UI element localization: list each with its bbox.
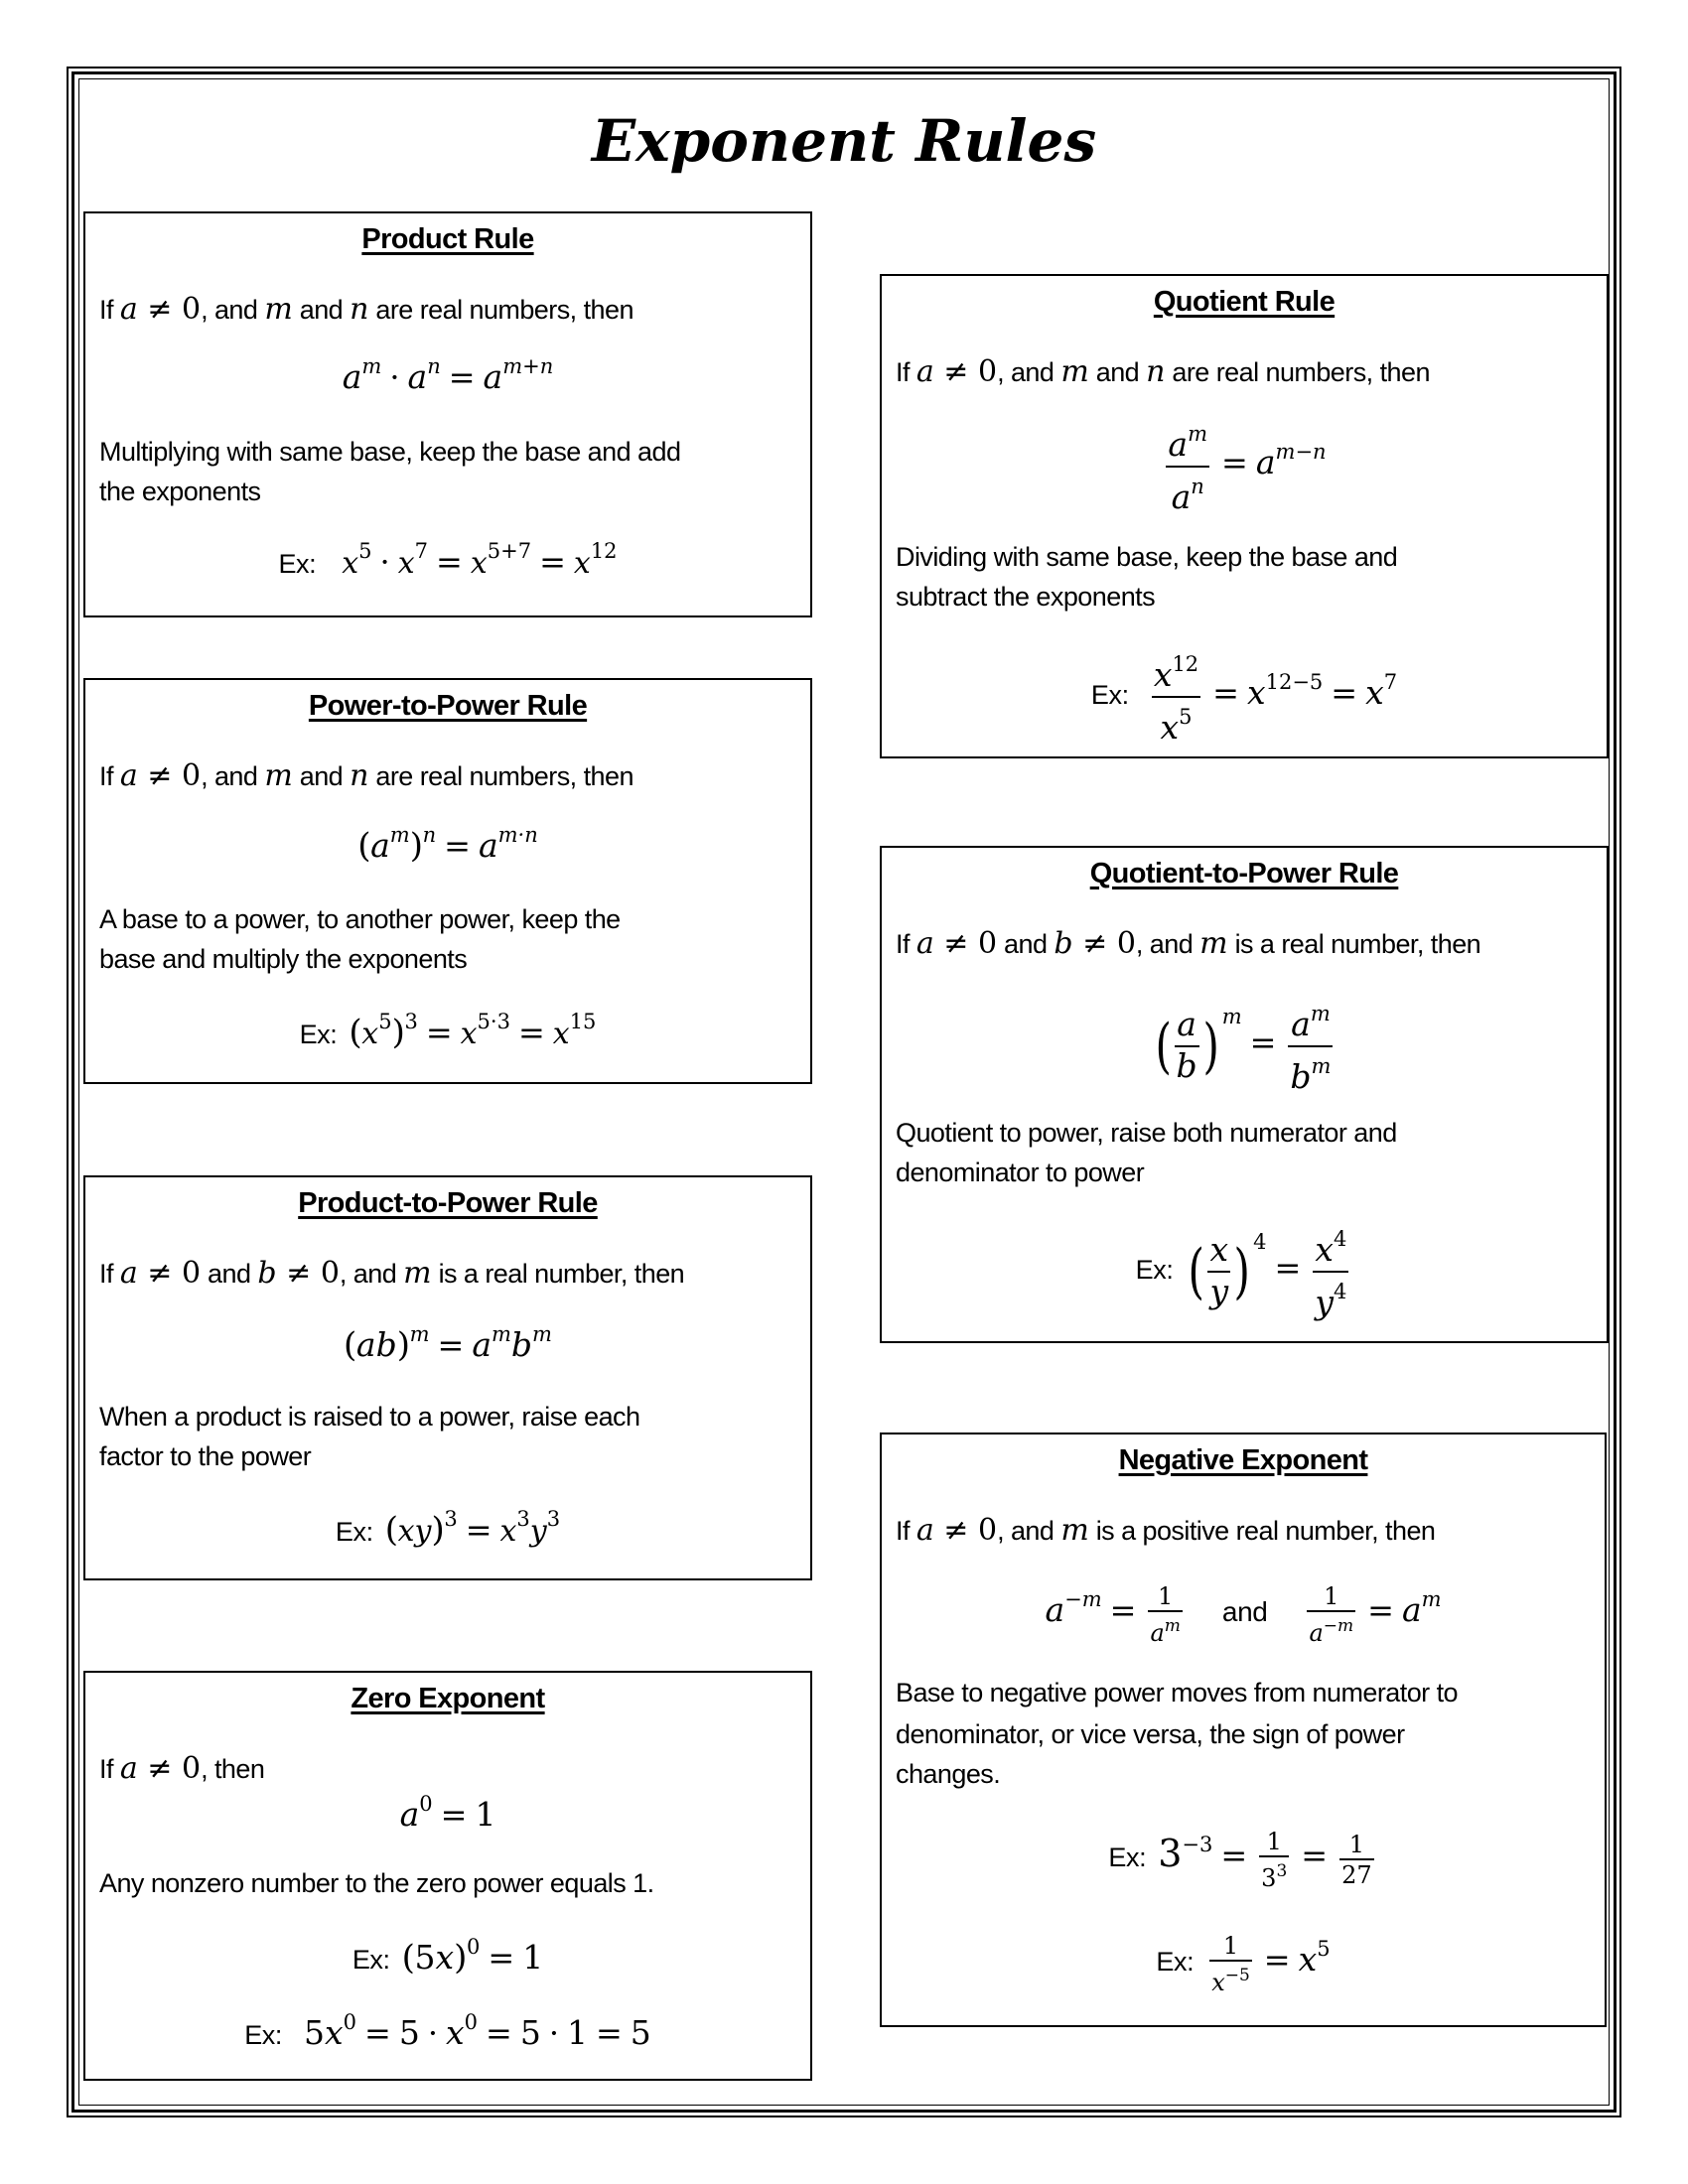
math-token: m [409, 1322, 430, 1346]
math-token: ≠ [137, 758, 182, 793]
quotient-to-power-rule-condition [896, 927, 1597, 961]
quotient-rule-description-line-2: subtract the exponents [896, 582, 1156, 612]
math-token: m+n [502, 354, 554, 378]
math-token: x [446, 2013, 465, 2052]
math-token: 1 [1348, 1831, 1364, 1858]
negative-exponent-title [882, 1444, 1605, 1477]
math-token: x [552, 1017, 570, 1051]
math-token: a [915, 354, 934, 389]
math-token: Quotient Rule [1153, 286, 1336, 318]
math-token: a [119, 1751, 138, 1786]
fraction [1313, 1220, 1348, 1323]
math-token: 0 [343, 2010, 357, 2034]
zero-exponent-description: Any nonzero number to the zero power equals 1. [99, 1868, 654, 1898]
quotient-to-power-rule-title [882, 858, 1607, 890]
math-token: 0 [181, 758, 202, 793]
math-token: and [1088, 357, 1147, 387]
quotient-to-power-rule-example [882, 1220, 1607, 1323]
math-token: x [1365, 673, 1384, 713]
math-token: m [532, 1322, 552, 1346]
math-token: ( [1154, 1012, 1172, 1081]
product-to-power-rule-example [85, 1507, 810, 1550]
math-token: 5 [1179, 705, 1193, 729]
math-token: 7 [414, 539, 429, 563]
math-token: n [1146, 354, 1166, 389]
math-token: = [440, 1796, 468, 1834]
math-token: a [1045, 1590, 1065, 1630]
math-token: ≠ [1072, 926, 1117, 961]
math-token: m [1188, 422, 1208, 446]
math-token: x [1211, 1969, 1225, 1996]
math-token: 0 [181, 292, 202, 327]
math-token: 0 [467, 1935, 481, 1959]
fraction [1152, 645, 1200, 749]
math-token: x [1246, 673, 1266, 713]
negative-exponent-description-line-1: Base to negative power moves from numerator to [896, 1678, 1458, 1707]
math-token: m [264, 758, 293, 793]
quotient-rule-title [882, 286, 1607, 319]
math-token: 5 [398, 2013, 420, 2052]
math-token: 1 [1222, 1932, 1239, 1960]
fraction [1307, 1581, 1355, 1647]
math-token: and [997, 929, 1055, 959]
math-token: a [407, 357, 428, 396]
zero-exponent-title [85, 1683, 810, 1715]
math-token: −5 [1224, 1966, 1250, 1985]
math-token: a [119, 1256, 138, 1291]
math-token: = [444, 827, 471, 865]
product-rule-example [85, 539, 810, 581]
math-token: 3 [1261, 1864, 1277, 1892]
math-token: = [1221, 444, 1248, 482]
math-token: = [437, 1326, 465, 1364]
quotient-rule-example [882, 645, 1607, 749]
math-token: y [529, 1514, 547, 1549]
math-token: ( [344, 1325, 356, 1365]
math-token: Ex: [244, 2020, 283, 2050]
math-token: is a positive real number, then [1088, 1516, 1436, 1546]
power-to-power-rule-title [85, 690, 810, 723]
page-title: Exponent Rules [591, 107, 1097, 175]
math-token: a [119, 292, 138, 327]
fraction [1288, 995, 1333, 1098]
math-token: 4 [1333, 1280, 1347, 1303]
math-token: and [292, 295, 351, 325]
quotient-to-power-rule-description-line-2: denominator to power [896, 1158, 1145, 1187]
math-token: x [361, 1017, 379, 1051]
math-token: If [896, 1516, 916, 1546]
math-token: = [1367, 1591, 1394, 1630]
math-token: ab [355, 1325, 397, 1364]
math-token: 3 [516, 1507, 530, 1531]
power-to-power-rule-formula [85, 823, 810, 866]
math-token: ≠ [137, 1751, 182, 1786]
math-token: ) [1233, 1237, 1250, 1306]
math-token: 4 [1333, 1227, 1347, 1251]
math-token: a [1150, 1619, 1165, 1647]
math-token: b [1054, 926, 1073, 961]
math-token: If [99, 1259, 120, 1289]
fraction [1148, 1581, 1182, 1647]
math-token: and [201, 1259, 258, 1289]
math-token: · [548, 2014, 559, 2052]
math-token: = [1274, 1249, 1302, 1288]
math-token: m·n [497, 823, 538, 847]
math-token: 1 [1324, 1582, 1339, 1610]
math-token: 3 [1276, 1861, 1288, 1881]
math-token: ) [431, 1510, 445, 1550]
math-token: If [99, 761, 120, 791]
math-token: a [1309, 1619, 1324, 1647]
math-token: 4 [1253, 1230, 1267, 1255]
math-token: ( [401, 1938, 415, 1978]
negative-exponent-box [880, 1433, 1607, 2027]
math-token: ( [1188, 1237, 1205, 1306]
math-token: 5 [304, 2013, 326, 2052]
quotient-rule-formula [882, 415, 1607, 518]
fraction [1207, 1231, 1230, 1312]
product-to-power-rule-box [83, 1175, 812, 1580]
math-token: ) [396, 1325, 410, 1365]
math-token: m [492, 1322, 511, 1346]
math-token: = [1301, 1837, 1329, 1875]
math-token: a [1168, 425, 1189, 464]
math-token: Ex: [299, 1020, 338, 1049]
math-token: If [99, 295, 120, 325]
math-token: 5 [414, 1938, 436, 1977]
math-token: ) [1202, 1012, 1219, 1081]
quotient-to-power-rule-description-line-1: Quotient to power, raise both numerator and [896, 1118, 1397, 1148]
math-token: = [1109, 1591, 1137, 1630]
quotient-rule-condition [896, 355, 1597, 389]
math-token: m−n [1275, 440, 1327, 465]
math-token: 5 [1317, 1937, 1331, 1962]
math-token: n [350, 292, 369, 327]
math-token: b [257, 1256, 277, 1291]
math-token: 15 [569, 1010, 597, 1033]
math-token: x [342, 546, 359, 581]
math-token: is a real number, then [431, 1259, 685, 1289]
math-token: 5 [519, 2013, 541, 2052]
math-token: ≠ [137, 292, 182, 327]
math-token: ) [409, 826, 423, 866]
math-token: Negative Exponent [1118, 1444, 1368, 1476]
zero-exponent-example-2 [85, 2010, 810, 2052]
math-token: ) [454, 1938, 467, 1978]
math-token: Ex: [1135, 1255, 1174, 1286]
math-token: = [486, 2014, 512, 2052]
product-to-power-rule-title [85, 1187, 810, 1220]
math-token: m [361, 354, 382, 378]
negative-exponent-description-line-3: changes. [896, 1759, 1001, 1789]
math-token: = [425, 1014, 453, 1051]
math-token: a [342, 357, 362, 396]
math-token: = [436, 543, 463, 581]
math-token: b [1290, 1057, 1312, 1096]
math-token: a [478, 826, 498, 865]
math-token: m [1164, 1616, 1181, 1636]
product-to-power-rule-condition [99, 1257, 800, 1291]
quotient-rule-box [880, 274, 1609, 758]
math-token: = [364, 2014, 391, 2052]
math-token: a [1401, 1590, 1422, 1630]
math-token: 5 [358, 539, 372, 563]
math-token: = [595, 2014, 623, 2052]
math-token: , and [997, 357, 1061, 387]
math-token: ( [384, 1510, 398, 1550]
math-token: 5 [378, 1010, 392, 1033]
math-token: = [1263, 1941, 1291, 1979]
math-token: b [510, 1325, 533, 1364]
math-token: −m [1323, 1616, 1354, 1636]
product-rule-box [83, 211, 812, 617]
math-token: 0 [977, 926, 998, 961]
math-token: 0 [181, 1751, 202, 1786]
math-token: is a real number, then [1227, 929, 1481, 959]
math-token: , and [997, 1516, 1061, 1546]
fraction [1339, 1830, 1374, 1889]
math-token: 5 [630, 2013, 651, 2052]
negative-exponent-example-2 [882, 1931, 1605, 1996]
math-token: 3 [444, 1507, 458, 1531]
math-token: If [896, 929, 916, 959]
math-token: a [472, 1325, 492, 1364]
math-token: ( [357, 826, 371, 866]
math-token: are real numbers, then [368, 761, 633, 791]
power-to-power-rule-example [85, 1010, 810, 1052]
zero-exponent-box [83, 1671, 812, 2081]
math-token: a [1171, 478, 1192, 516]
math-token: Product-to-Power Rule [298, 1187, 598, 1219]
math-token: · [427, 2014, 438, 2052]
math-token: ≠ [137, 1256, 182, 1291]
power-to-power-rule-description-line-1: A base to a power, to another power, keep the [99, 904, 621, 934]
math-token: are real numbers, then [368, 295, 633, 325]
math-token: Ex: [278, 549, 317, 579]
fraction [1166, 415, 1209, 518]
math-token: 27 [1341, 1861, 1372, 1889]
math-token: x [470, 546, 488, 581]
product-to-power-rule-description-line-1: When a product is raised to a power, raise each [99, 1402, 640, 1432]
math-token: y [1315, 1283, 1334, 1321]
math-token: a [915, 1513, 934, 1548]
product-to-power-rule-description-line-2: factor to the power [99, 1441, 312, 1471]
math-token: 3 [1158, 1832, 1183, 1876]
math-token: = [1212, 674, 1239, 713]
math-token: · [379, 543, 390, 581]
math-token: m [1311, 1054, 1332, 1078]
math-token: If [99, 1754, 120, 1784]
math-token: 0 [977, 1513, 998, 1548]
product-rule-title: Product Rule [361, 223, 534, 255]
power-to-power-rule-box [83, 678, 812, 1084]
math-token: 0 [181, 1256, 202, 1291]
math-token: xy [397, 1514, 432, 1549]
product-to-power-rule-formula [85, 1322, 810, 1365]
math-token: ( [349, 1013, 362, 1052]
negative-exponent-example-1 [882, 1827, 1605, 1892]
math-token: 1 [1266, 1828, 1282, 1855]
math-token: and [1221, 1596, 1268, 1628]
math-token: a [399, 1795, 420, 1834]
power-to-power-rule-condition [99, 759, 800, 793]
math-token: −3 [1182, 1833, 1213, 1857]
math-token: Quotient-to-Power Rule [1089, 858, 1399, 889]
power-to-power-rule-description-line-2: base and multiply the exponents [99, 944, 468, 974]
math-token: m [1221, 1005, 1242, 1029]
math-token: x [1209, 1230, 1229, 1269]
math-token: 3 [404, 1010, 418, 1033]
math-token: and [292, 761, 351, 791]
math-token: n [422, 823, 437, 847]
math-token: a [1291, 1005, 1311, 1043]
math-token: x [1153, 655, 1173, 694]
math-token: 1 [522, 1938, 544, 1977]
math-token: n [350, 758, 369, 793]
math-token: a [119, 758, 138, 793]
math-token: , and [201, 295, 265, 325]
math-token: x [397, 546, 415, 581]
math-token: a [370, 826, 390, 865]
math-token: x [1298, 1940, 1318, 1979]
quotient-to-power-rule-formula [882, 995, 1607, 1098]
math-token: 5·3 [477, 1010, 510, 1033]
math-token: x [435, 1938, 455, 1977]
math-token: , and [339, 1259, 404, 1289]
math-token: 0 [419, 1792, 433, 1816]
math-token: 3 [546, 1507, 561, 1531]
math-token: = [539, 543, 566, 581]
math-token: ) [391, 1013, 405, 1052]
math-token: ≠ [933, 354, 978, 389]
quotient-rule-description-line-1: Dividing with same base, keep the base and [896, 542, 1398, 572]
math-token: = [1331, 674, 1358, 713]
math-token: 1 [475, 1795, 496, 1834]
math-token: 0 [977, 354, 998, 389]
math-token: ≠ [276, 1256, 321, 1291]
math-token: 12 [590, 539, 618, 563]
math-token: a [1177, 1005, 1196, 1043]
math-token: , and [201, 761, 265, 791]
math-token: m [1310, 1002, 1331, 1025]
math-token: Ex: [1108, 1843, 1147, 1873]
math-token: n [427, 354, 441, 378]
math-token: Ex: [1156, 1947, 1195, 1978]
math-token: 0 [464, 2010, 478, 2034]
math-token: a [483, 357, 503, 396]
math-token: a [915, 926, 934, 961]
negative-exponent-formula [882, 1581, 1605, 1647]
math-token: x [460, 1017, 478, 1051]
product-rule-formula [85, 354, 810, 396]
math-token: m [264, 292, 293, 327]
math-token: 0 [1116, 926, 1136, 961]
math-token: = [517, 1014, 545, 1051]
math-token: m [1060, 354, 1089, 389]
math-token: a [1255, 443, 1276, 482]
quotient-to-power-rule-box [880, 846, 1609, 1343]
math-token: 12 [1172, 652, 1199, 676]
negative-exponent-condition [896, 1514, 1595, 1548]
math-token: x [325, 2013, 344, 2052]
math-token: n [1191, 475, 1204, 498]
math-token: Zero Exponent [351, 1683, 545, 1714]
math-token: Ex: [352, 1945, 390, 1975]
negative-exponent-description-line-2: denominator, or vice versa, the sign of power [896, 1719, 1405, 1749]
math-token: m [403, 1256, 432, 1291]
math-token: = [488, 1939, 515, 1977]
math-token: x [1315, 1230, 1334, 1269]
math-token: ≠ [933, 926, 978, 961]
math-token: = [1220, 1837, 1248, 1875]
fraction [1259, 1827, 1289, 1892]
math-token: 7 [1383, 670, 1398, 695]
math-token: are real numbers, then [1165, 357, 1430, 387]
math-token: · [389, 358, 400, 396]
math-token: = [465, 1511, 492, 1549]
math-token: , then [201, 1754, 265, 1784]
math-token: x [1160, 708, 1180, 747]
math-token: Ex: [335, 1517, 373, 1547]
math-token: Ex: [1090, 680, 1129, 711]
math-token: −m [1064, 1587, 1102, 1612]
math-token: m [389, 823, 410, 847]
math-token: ≠ [933, 1513, 978, 1548]
math-token: 0 [320, 1256, 340, 1291]
math-token: = [1249, 1024, 1277, 1062]
math-token: b [1176, 1046, 1197, 1085]
product-rule-description-line-2: the exponents [99, 477, 261, 506]
zero-exponent-example-1 [85, 1935, 810, 1978]
math-token: , and [1135, 929, 1200, 959]
math-token: Power-to-Power Rule [308, 690, 588, 722]
fraction [1209, 1931, 1252, 1996]
math-token: 5+7 [487, 539, 532, 563]
math-token: x [499, 1514, 517, 1549]
math-token: 12−5 [1265, 670, 1324, 695]
zero-exponent-condition [99, 1752, 800, 1786]
math-token: 1 [1158, 1582, 1174, 1610]
fraction [1175, 1006, 1199, 1087]
product-rule-description-line-1: Multiplying with same base, keep the base and add [99, 437, 681, 467]
math-token: 1 [566, 2013, 588, 2052]
math-token: y [1209, 1272, 1229, 1310]
zero-exponent-formula [85, 1792, 810, 1834]
math-token: If [896, 357, 916, 387]
math-token: m [1060, 1513, 1089, 1548]
math-token: x [573, 546, 591, 581]
math-token: m [1421, 1587, 1442, 1612]
product-rule-condition [99, 293, 800, 327]
math-token: m [1199, 926, 1228, 961]
math-token: = [448, 358, 476, 396]
